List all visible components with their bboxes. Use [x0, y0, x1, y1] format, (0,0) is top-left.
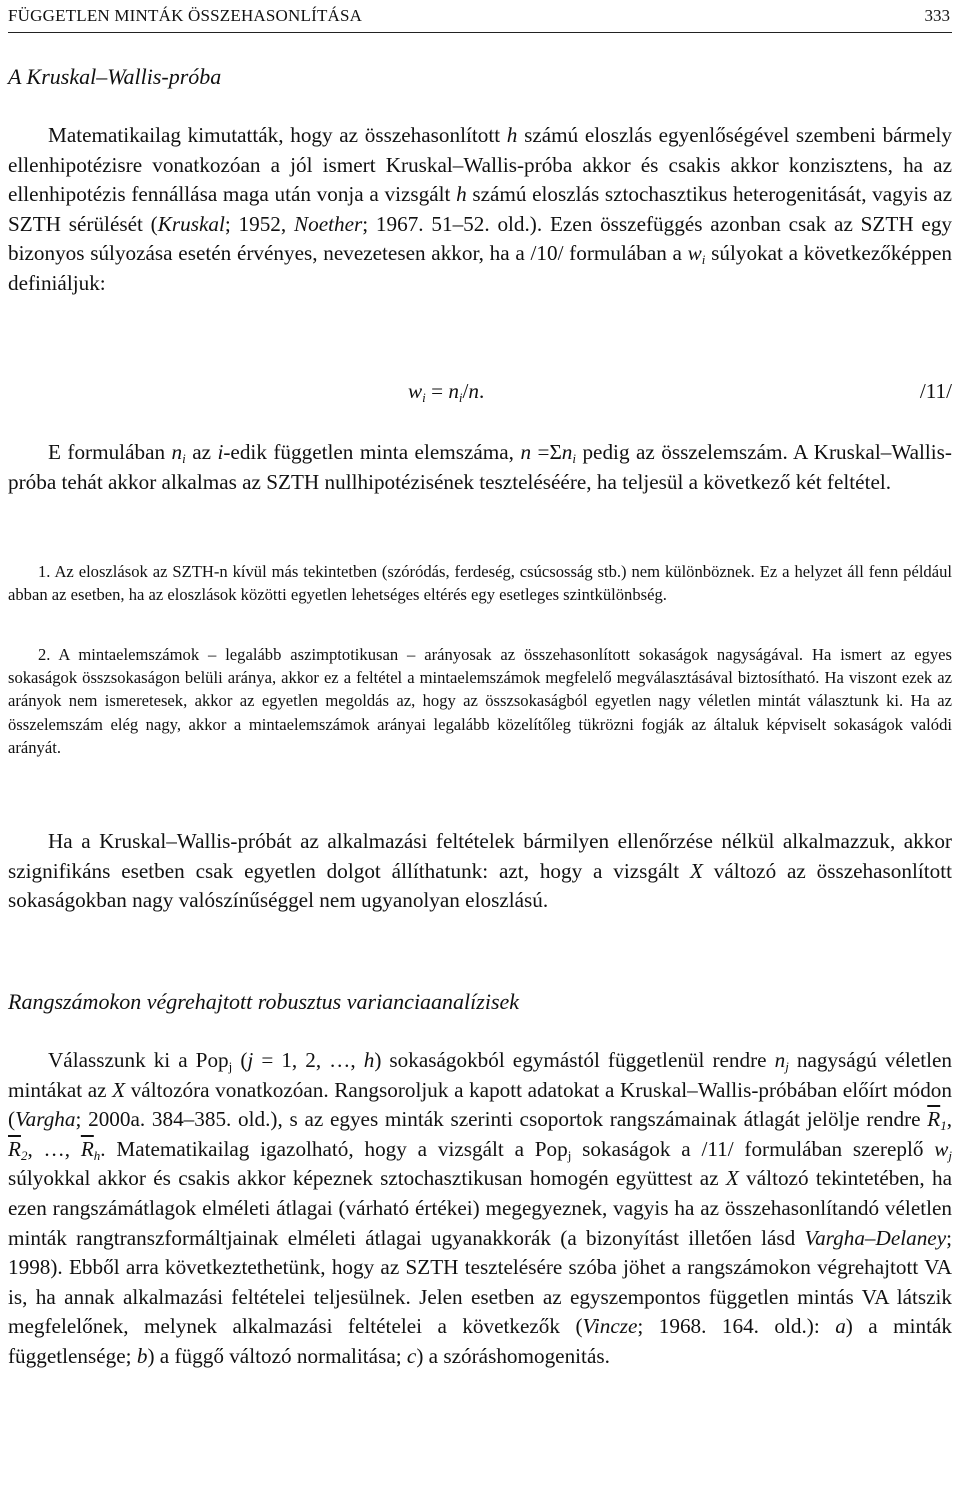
math-symbol: n: [520, 440, 532, 464]
math-symbol: h: [363, 1048, 375, 1072]
section-heading-kruskal-wallis: A Kruskal–Wallis-próba: [8, 64, 222, 89]
math-symbol: $\overline{R}_2$: [8, 1136, 28, 1163]
math-symbol: n: [468, 379, 480, 403]
paragraph-without-checks: Ha a Kruskal–Wallis-próbát az alkalmazási feltételek bármilyen ellenőrzése nélkül alkalmazzuk, akkor szignifikáns esetben csak egyetlen dolgot állíthatunk: azt, hogy a vizsgált X változó az összehasonlított sokaságokban nagy valószínűséggel nem ugyanolyan eloszlású.: [8, 829, 952, 913]
math-symbol: Vargha–Delaney: [804, 1225, 947, 1250]
math-symbol: a: [835, 1314, 846, 1339]
paragraph-consistency: Matematikailag kimutatták, hogy az összehasonlított h számú eloszlás egyenlőségével szembeni bármely ellenhipotézisre vonatkozóan a jól ismert Kruskal–Wallis-próba akkor és csakis akkor konzisztens, ha az ellenhipotézis fennállása maga után vonja a vizsgált h számú eloszlás sztochasztikus heterogenitását, vagyis az SZTH sérülését (Kruskal; 1952, Noether; 1967. 51–52. old.). Ezen összefüggés azonban csak az SZTH egy bizonyos súlyozása esetén érvényes, nevezetesen akkor, ha a /10/ formulában a $w_i$ súlyokat a következőképpen definiáljuk:: [8, 123, 953, 295]
math-symbol: Vincze: [582, 1314, 638, 1339]
formula-11: [8, 379, 952, 409]
math-symbol: $n_i$: [561, 440, 576, 466]
math-symbol: j: [567, 1147, 572, 1163]
math-symbol: $n_j$: [774, 1048, 789, 1074]
formula-expression: $w_i = n_i/n$.: [408, 379, 485, 405]
math-symbol: $w_j$: [934, 1136, 953, 1163]
paragraph-rank-anova: Válasszunk ki a Pop$_j$ (j = 1, 2, …, h) sokaságokból egymástól függetlenül rendre $n_j$ nagyságú véletlen mintákat az X változóra vonatkozóan. Rangsoroljuk a kapott adatokat a Kruskal–Wallis-próbában előírt módon (Vargha; 2000a. 384–385. old.), s az egyes minták szerinti csoportok rangszámainak átlagát jelölje rendre $\overline{R}_1$, $\overline{R}_2$, …, $\overline{R}_h$. Matematikailag igazolható, hogy a vizsgált a Pop$_j$ sokaságok a /11/ formulában szereplő $w_j$ súlyokkal akkor és csakis akkor képeznek sztochasztikusan homogén együttest az X változó tekintetében, ha ezen rangszámátlagok elméleti átlagai (várható értékei) megegyeznek, vagyis ha az összehasonlítandó véletlen minták rangtranszformáltjainak elméleti átlagai ugyanakkorák (a bizonyítást illetően lásd Vargha–Delaney; 1998). Ebből arra következtethetünk, hogy az SZTH tesztelésére szóba jöhet a rangszámokon végrehajtott VA is, ha annak alkalmazási feltételei teljesülnek. Jelen esetben az egyszempontos független mintás VA látszik megfelelőnek, melynek alkalmazási feltételei a következők (Vincze; 1968. 164. old.): a) a minták függetlensége; b) a függő változó normalitása; c) a szóráshomogenitás.: [8, 1048, 953, 1368]
math-symbol: b: [136, 1343, 148, 1368]
page-number: 333: [924, 6, 950, 25]
math-symbol: X: [690, 858, 703, 883]
math-symbol: i: [217, 440, 224, 464]
page-header: [8, 6, 952, 33]
formula-number: /11/: [919, 379, 952, 403]
paragraph-definitions: E formulában $n_i$ az i-edik független minta elemszáma, $n =\Sigma n_i$ pedig az összelemszám. A Kruskal–Wallis-próba tehát akkor alkalmas az SZTH nullhipotézisének teszteléséére, ha teljesül a következő két feltétel.: [8, 440, 952, 494]
math-symbol: X: [725, 1166, 739, 1191]
math-symbol: $\overline{R}_h$: [80, 1136, 101, 1163]
math-symbol: $n_i$: [171, 440, 186, 466]
math-symbol: $w_i$: [408, 379, 426, 405]
math-symbol: Kruskal: [157, 211, 225, 236]
condition-1: 1. Az eloszlások az SZTH-n kívül más tekintetben (szóródás, ferdeség, csúcsosság stb.) nem különböznek. Ez a helyzet áll fenn például abban az esetben, ha az eloszlások közötti egyetlen lehetséges eltérés egy esetleges szintkülönbség.: [8, 562, 952, 605]
condition-2: 2. A mintaelemszámok – legalább aszimptotikusan – arányosak az összehasonlított sokaságok nagyságával. Ha ismert az egyes sokaságok összsokaságon belüli aránya, akkor ez a feltétel a mintaelemszámok megfelelő megválasztásával biztosítható. Ha viszont ezek az arányok nem ismeretesek, akkor az egyetlen megoldás az, hogy az összsokaságból egyetlen nagy véletlen mintát választunk ki. Ha az összelemszám elég nagy, akkor a mintaelemszámok arányai legalább közelítőleg tükrözni fogják az általuk képviselt sokaságok valódi arányát.: [8, 645, 952, 757]
running-title: FÜGGETLEN MINTÁK ÖSSZEHASONLÍTÁSA: [8, 6, 363, 25]
math-symbol: Vargha: [15, 1107, 76, 1132]
math-symbol: j: [228, 1059, 233, 1074]
math-symbol: X: [112, 1077, 126, 1102]
math-symbol: Noether: [293, 211, 363, 236]
math-symbol: $n_i$: [448, 379, 463, 405]
section-heading-rank-anova: Rangszámokon végrehajtott robusztus varianciaanalízisek: [8, 989, 520, 1014]
math-symbol: $\overline{R}_1$: [927, 1107, 947, 1134]
math-symbol: c: [406, 1343, 417, 1368]
math-symbol: $w_i$: [687, 241, 706, 268]
math-symbol: j: [247, 1048, 254, 1072]
math-symbol: h: [456, 182, 467, 207]
math-symbol: h: [506, 123, 518, 147]
